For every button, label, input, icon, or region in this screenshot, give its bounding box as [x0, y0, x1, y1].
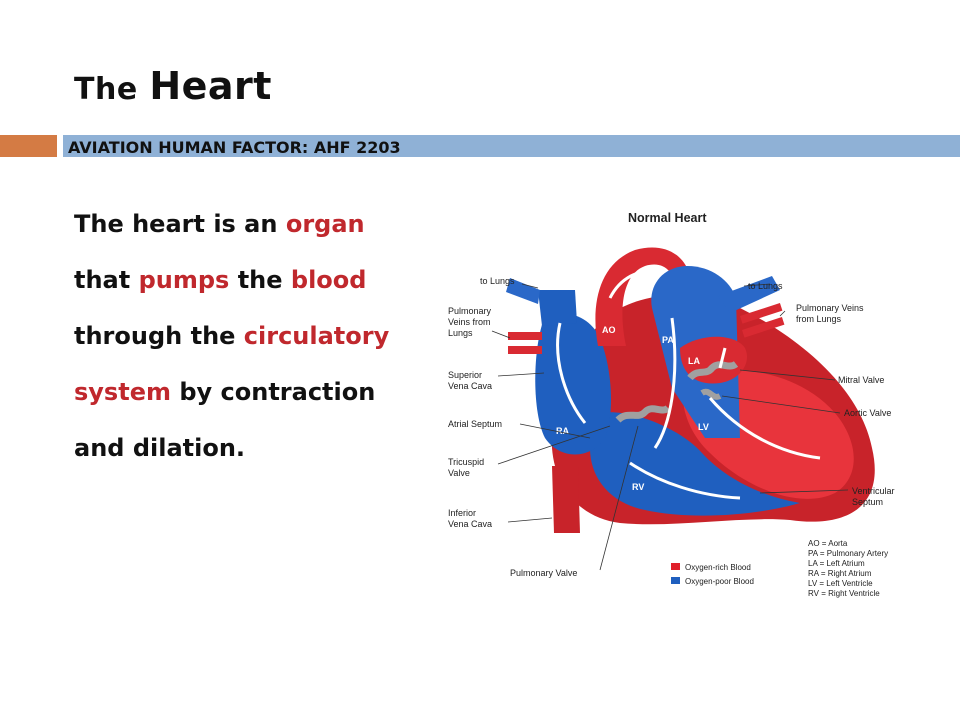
- body-line-1: [74, 196, 444, 252]
- label-ivc-1: Inferior: [448, 508, 477, 518]
- highlight-word-system: system: [74, 378, 171, 406]
- body-text-fragment: through the: [74, 322, 244, 350]
- diagram-title: Normal Heart: [628, 211, 707, 225]
- inferior-vena-cava: [552, 466, 580, 533]
- highlight-word-circulatory: circulatory: [243, 322, 390, 350]
- body-line-4: [74, 364, 444, 420]
- abbrev-ra: RA = Right Atrium: [808, 569, 872, 578]
- highlight-word-pumps: pumps: [138, 266, 230, 294]
- abbrev-la: LA = Left Atrium: [808, 559, 865, 568]
- legend-oxygen-poor: Oxygen-poor Blood: [685, 577, 754, 586]
- body-text-fragment: The heart is an: [74, 210, 286, 238]
- highlight-word-organ: organ: [285, 210, 365, 238]
- slide-title: [74, 64, 272, 108]
- label-pulm-veins-right-1: Pulmonary Veins: [796, 303, 864, 313]
- body-text-fragment: the: [229, 266, 291, 294]
- label-pulm-veins-left-1: Pulmonary: [448, 306, 492, 316]
- body-paragraph: [74, 196, 444, 476]
- label-vent-septum-1: Ventricular: [852, 486, 895, 496]
- abbrev-pa: PA = Pulmonary Artery: [808, 549, 889, 558]
- label-la: LA: [688, 356, 700, 366]
- color-legend: [671, 563, 754, 586]
- label-pulm-veins-right-2: from Lungs: [796, 314, 842, 324]
- label-to-lungs-left: to Lungs: [480, 276, 515, 286]
- body-text-fragment: that: [74, 266, 139, 294]
- legend-swatch-oxygen-rich: [671, 563, 680, 570]
- abbreviation-key: [808, 539, 888, 598]
- label-lv: LV: [698, 422, 709, 432]
- label-svc-1: Superior: [448, 370, 483, 380]
- heart-diagram: [440, 198, 940, 613]
- pulmonary-vein-left-2: [508, 346, 542, 354]
- label-mitral-valve: Mitral Valve: [838, 375, 885, 385]
- body-text-fragment: by contraction: [170, 378, 376, 406]
- label-ao: AO: [602, 325, 616, 335]
- label-tricuspid-1: Tricuspid: [448, 457, 485, 467]
- body-line-3: [74, 308, 444, 364]
- label-svc-2: Vena Cava: [448, 381, 493, 391]
- label-to-lungs-right: to Lungs: [748, 281, 783, 291]
- label-pulm-veins-left-2: Veins from: [448, 317, 491, 327]
- title-part-the: The: [74, 72, 138, 107]
- superior-vena-cava: [538, 290, 577, 326]
- label-rv: RV: [632, 482, 645, 492]
- legend-oxygen-rich: Oxygen-rich Blood: [685, 563, 751, 572]
- abbrev-rv: RV = Right Ventricle: [808, 589, 880, 598]
- accent-bar-orange: [0, 135, 57, 157]
- body-text-fragment: and dilation.: [74, 434, 246, 462]
- label-pulmonary-valve: Pulmonary Valve: [510, 568, 578, 578]
- course-subtitle: AVIATION HUMAN FACTOR: AHF 2203: [68, 138, 401, 157]
- pulmonary-vein-left-1: [508, 332, 542, 340]
- abbrev-lv: LV = Left Ventricle: [808, 579, 873, 588]
- label-pa: PA: [662, 335, 674, 345]
- heart-illustration: [506, 247, 875, 533]
- label-ivc-2: Vena Cava: [448, 519, 493, 529]
- highlight-word-blood: blood: [290, 266, 367, 294]
- title-part-heart: Heart: [149, 64, 272, 108]
- label-vent-septum-2: Septum: [852, 497, 884, 507]
- label-ra: RA: [556, 426, 569, 436]
- label-atrial-septum: Atrial Septum: [448, 419, 503, 429]
- body-line-2: [74, 252, 444, 308]
- abbrev-ao: AO = Aorta: [808, 539, 848, 548]
- body-line-5: [74, 420, 444, 476]
- label-pulm-veins-left-3: Lungs: [448, 328, 473, 338]
- legend-swatch-oxygen-poor: [671, 577, 680, 584]
- label-tricuspid-2: Valve: [448, 468, 470, 478]
- label-aortic-valve: Aortic Valve: [844, 408, 892, 418]
